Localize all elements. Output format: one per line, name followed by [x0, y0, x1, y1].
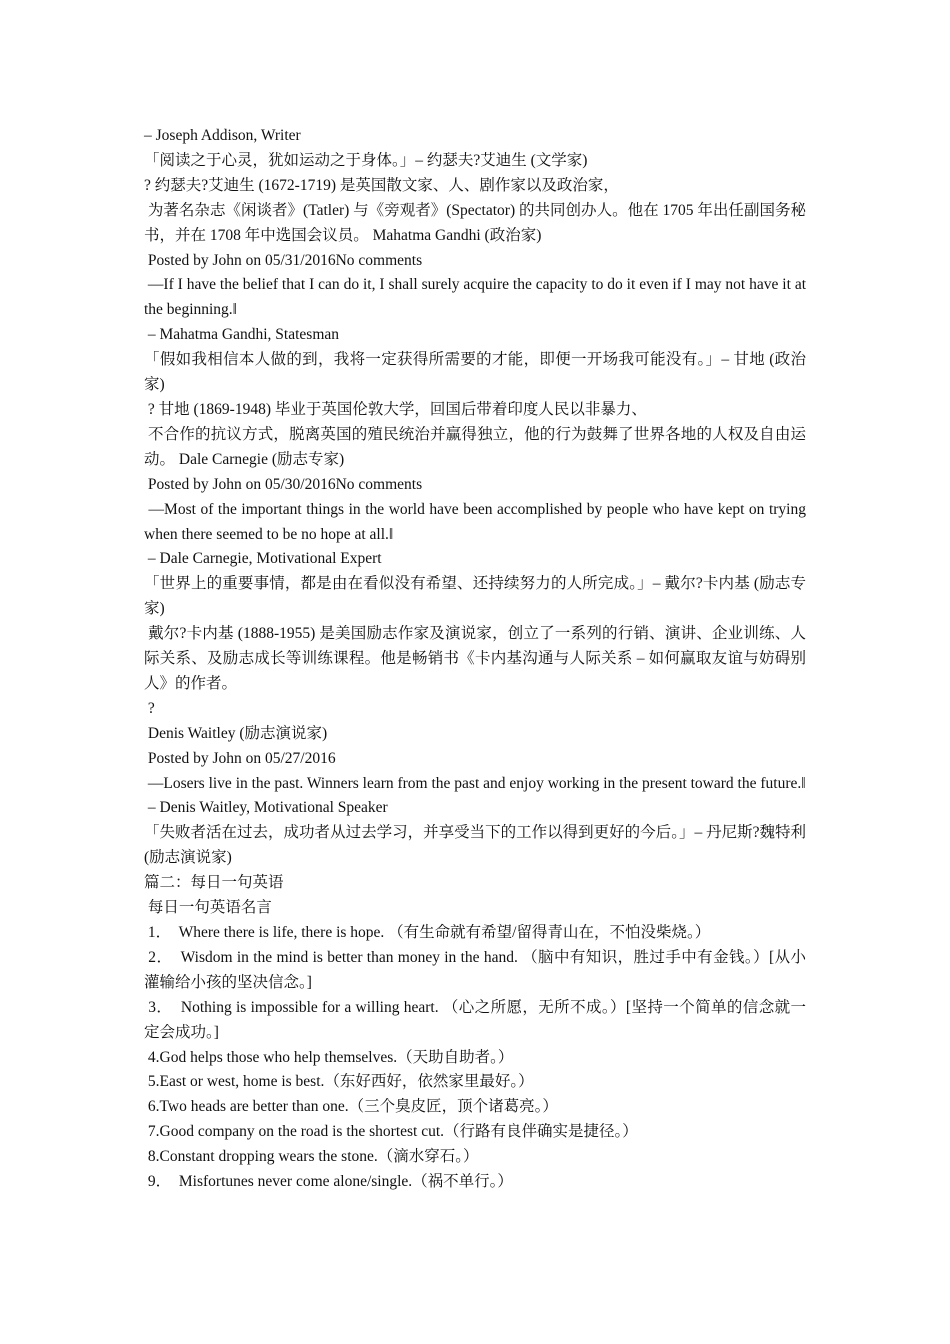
text-line: 「假如我相信本人做的到，我将一定获得所需要的才能，即便一开场我可能没有。」– 甘地 (政治家) — [144, 351, 806, 394]
text-line: 6.Two heads are better than one.（三个臭皮匠，顶个诸葛亮。） — [144, 1098, 558, 1116]
text-line: – Joseph Addison, Writer — [144, 127, 301, 144]
text-line: 不合作的抗议方式，脱离英国的殖民统治并赢得独立，他的行为鼓舞了世界各地的人权及自由运动。 Dale Carnegie (励志专家) — [144, 425, 806, 468]
text-line: – Mahatma Gandhi, Statesman — [144, 326, 339, 344]
text-line: 「世界上的重要事情，都是由在看似没有希望、还持续努力的人所完成。」– 戴尔?卡内基 (励志专家) — [144, 575, 806, 618]
text-line: 9． Misfortunes never come alone/single.（祸不单行。） — [144, 1173, 513, 1191]
text-line: Denis Waitley (励志演说家) — [144, 724, 328, 742]
text-line: Posted by John on 05/27/2016 — [144, 749, 336, 767]
text-line: 每日一句英语名言 — [144, 899, 272, 917]
text-line: 8.Constant dropping wears the stone.（滴水穿石。） — [144, 1148, 479, 1166]
text-line: 篇二：每日一句英语 — [144, 874, 284, 892]
text-line: ? — [144, 699, 155, 717]
text-line: —If I have the belief that I can do it, I shall surely acquire the capacity to do it even if I may not have it at the beginning.‖ — [144, 276, 810, 319]
text-line: 为著名杂志《闲谈者》(Tatler) 与《旁观者》(Spectator) 的共同创办人。他在 1705 年出任副国务秘书，并在 1708 年中选国会议员。 Mahatma Gandhi (政治家) — [144, 201, 806, 244]
text-line: 1． Where there is life, there is hope. （有生命就有希望/留得青山在，不怕没柴烧。） — [144, 924, 711, 941]
text-line: 2． Wisdom in the mind is better than money in the hand. （脑中有知识，胜过手中有金钱。）[从小灌输给小孩的坚决信念。] — [144, 948, 806, 991]
text-line: —Most of the important things in the world have been accomplished by people who have kept on trying when there seemed to be no hope at all.‖ — [144, 500, 810, 543]
document-page — [144, 124, 810, 1195]
text-line: 5.East or west, home is best.（东好西好，依然家里最好。） — [144, 1073, 534, 1091]
text-line: ? 甘地 (1869-1948) 毕业于英国伦敦大学，回国后带着印度人民以非暴力、 — [144, 400, 647, 418]
text-line: 「失败者活在过去，成功者从过去学习，并享受当下的工作以得到更好的今后。」– 丹尼斯?魏特利 (励志演说家) — [144, 824, 810, 867]
text-line: ? 约瑟夫?艾迪生 (1672-1719) 是英国散文家、人、剧作家以及政治家， — [144, 176, 619, 194]
text-line: Posted by John on 05/31/2016No comments — [144, 251, 423, 269]
text-line: 3． Nothing is impossible for a willing heart. （心之所愿，无所不成。）[坚持一个简单的信念就一定会成功。] — [144, 998, 807, 1041]
text-line: 4.God helps those who help themselves.（天助自助者。） — [144, 1048, 514, 1066]
text-line: 「阅读之于心灵，犹如运动之于身体。」– 约瑟夫?艾迪生 (文学家) — [144, 151, 588, 169]
text-line: 戴尔?卡内基 (1888-1955) 是美国励志作家及演说家，创立了一系列的行销、演讲、企业训练、人际关系、及励志成长等训练课程。他是畅销书《卡内基沟通与人际关系 – 如何赢取友谊与妨碍别人》的作者。 — [144, 625, 807, 692]
text-line: – Denis Waitley, Motivational Speaker — [144, 799, 388, 817]
text-line: —Losers live in the past. Winners learn from the past and enjoy working in the present toward the future.‖ — [144, 774, 806, 792]
text-line: Posted by John on 05/30/2016No comments — [144, 475, 423, 493]
text-line: – Dale Carnegie, Motivational Expert — [144, 550, 382, 568]
text-line: 7.Good company on the road is the shortest cut.（行路有良伴确实是捷径。） — [144, 1123, 638, 1141]
